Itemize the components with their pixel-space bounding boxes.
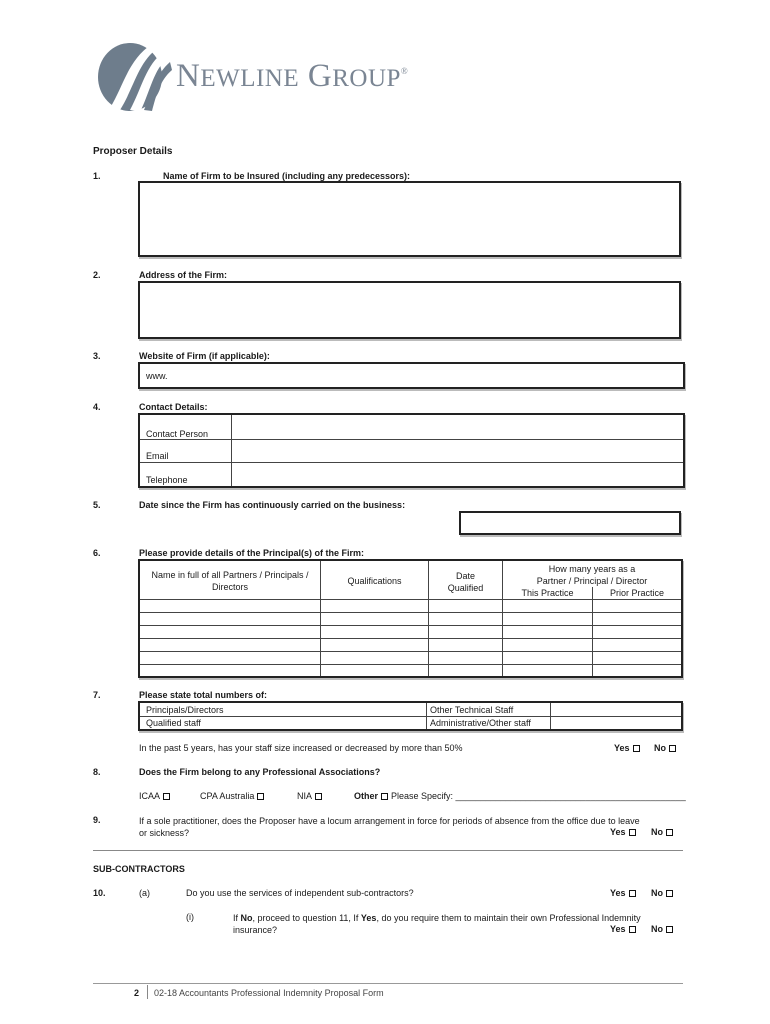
- website-field[interactable]: [138, 362, 685, 389]
- q8-number: 8.: [93, 767, 101, 777]
- footer-separator: [147, 985, 148, 999]
- col-this-practice-header: This Practice: [521, 588, 574, 598]
- principals-table: [138, 559, 683, 678]
- footer-title: 02-18 Accountants Professional Indemnity Proposal Form: [154, 988, 384, 998]
- telephone-field[interactable]: [233, 463, 683, 486]
- pi-insurance-yes[interactable]: Yes: [610, 924, 636, 934]
- checkbox-icon[interactable]: [666, 829, 673, 836]
- section-title: Proposer Details: [93, 146, 173, 157]
- q10i-text: If No, proceed to question 11, If Yes, do you require them to maintain their own Professional Indemnity insurance?: [233, 913, 641, 935]
- assoc-cpa-australia[interactable]: CPA Australia: [200, 791, 264, 801]
- q10a-text: Do you use the services of independent sub-contractors?: [186, 888, 414, 898]
- subcontractors-yes[interactable]: Yes: [610, 888, 636, 898]
- email-field[interactable]: [233, 440, 683, 462]
- q1-label: Name of Firm to be Insured (including any predecessors):: [163, 171, 411, 181]
- checkbox-icon[interactable]: [669, 745, 676, 752]
- q5-label: Date since the Firm has continuously carried on the business:: [139, 500, 406, 510]
- assoc-other[interactable]: Other Please Specify: ______________________________________________: [354, 791, 686, 801]
- principals-directors-label: Principals/Directors: [146, 705, 224, 715]
- checkbox-icon[interactable]: [633, 745, 640, 752]
- firm-address-field[interactable]: [138, 281, 681, 339]
- q7-number: 7.: [93, 690, 101, 700]
- telephone-label: Telephone: [146, 475, 188, 485]
- other-technical-staff-label: Other Technical Staff: [430, 705, 514, 715]
- staff-numbers-table: [138, 701, 683, 731]
- logo-wordmark: NEWLINE GROUP®: [176, 58, 409, 94]
- col-years-header: How many years as a Partner / Principal / Director: [536, 564, 648, 586]
- assoc-icaa[interactable]: ICAA: [139, 791, 170, 801]
- staff-size-no[interactable]: No: [654, 743, 676, 753]
- col-name-header: Name in full of all Partners / Principals / Directors: [151, 570, 309, 592]
- checkbox-icon[interactable]: [629, 926, 636, 933]
- qualified-staff-label: Qualified staff: [146, 718, 201, 728]
- q10i-label: (i): [186, 912, 194, 922]
- subcontractors-no[interactable]: No: [651, 888, 673, 898]
- col-prior-practice-header: Prior Practice: [609, 588, 664, 598]
- q6-label: Please provide details of the Principal(s) of the Firm:: [139, 548, 365, 558]
- section-divider: [93, 850, 683, 851]
- q2-label: Address of the Firm:: [139, 270, 228, 280]
- q7-label: Please state total numbers of:: [139, 690, 268, 700]
- q8-label: Does the Firm belong to any Professional Associations?: [139, 767, 381, 777]
- assoc-nia[interactable]: NIA: [297, 791, 322, 801]
- newline-logo-mark: [94, 40, 172, 114]
- pi-insurance-no[interactable]: No: [651, 924, 673, 934]
- email-label: Email: [146, 451, 169, 461]
- firm-name-field[interactable]: [138, 181, 681, 257]
- q3-label: Website of Firm (if applicable):: [139, 351, 270, 361]
- staff-size-question: In the past 5 years, has your staff size increased or decreased by more than 50%: [139, 743, 463, 753]
- staff-size-yes[interactable]: Yes: [614, 743, 640, 753]
- checkbox-icon[interactable]: [257, 793, 264, 800]
- q10-number: 10.: [93, 888, 106, 898]
- q4-number: 4.: [93, 402, 101, 412]
- checkbox-icon[interactable]: [629, 890, 636, 897]
- contact-person-label: Contact Person: [146, 429, 209, 439]
- locum-yes[interactable]: Yes: [610, 827, 636, 837]
- contact-details-table: [138, 413, 685, 488]
- q4-label: Contact Details:: [139, 402, 208, 412]
- checkbox-icon[interactable]: [666, 890, 673, 897]
- q3-number: 3.: [93, 351, 101, 361]
- q1-number: 1.: [93, 171, 101, 181]
- assoc-other-specify[interactable]: Please Specify: ______________________________________________: [391, 791, 686, 801]
- business-since-date-field[interactable]: [459, 511, 681, 535]
- checkbox-icon[interactable]: [163, 793, 170, 800]
- col-date-qualified-header: Date Qualified: [447, 571, 484, 593]
- administrative-staff-label: Administrative/Other staff: [430, 718, 531, 728]
- page-number: 2: [134, 988, 140, 998]
- q6-number: 6.: [93, 548, 101, 558]
- q5-number: 5.: [93, 500, 101, 510]
- checkbox-icon[interactable]: [629, 829, 636, 836]
- col-qualifications-header: Qualifications: [347, 576, 402, 586]
- q9-number: 9.: [93, 815, 101, 825]
- q9-text: If a sole practitioner, does the Proposer have a locum arrangement in force for periods of absence from the office due to leave or sickness?: [139, 816, 640, 838]
- q10a-label: (a): [139, 888, 150, 898]
- website-prefix: www.: [146, 371, 168, 381]
- contact-person-field[interactable]: [233, 415, 683, 438]
- checkbox-icon[interactable]: [381, 793, 388, 800]
- locum-no[interactable]: No: [651, 827, 673, 837]
- checkbox-icon[interactable]: [666, 926, 673, 933]
- footer-rule: [93, 983, 683, 984]
- q2-number: 2.: [93, 270, 101, 280]
- subcontractors-title: SUB-CONTRACTORS: [93, 864, 185, 874]
- checkbox-icon[interactable]: [315, 793, 322, 800]
